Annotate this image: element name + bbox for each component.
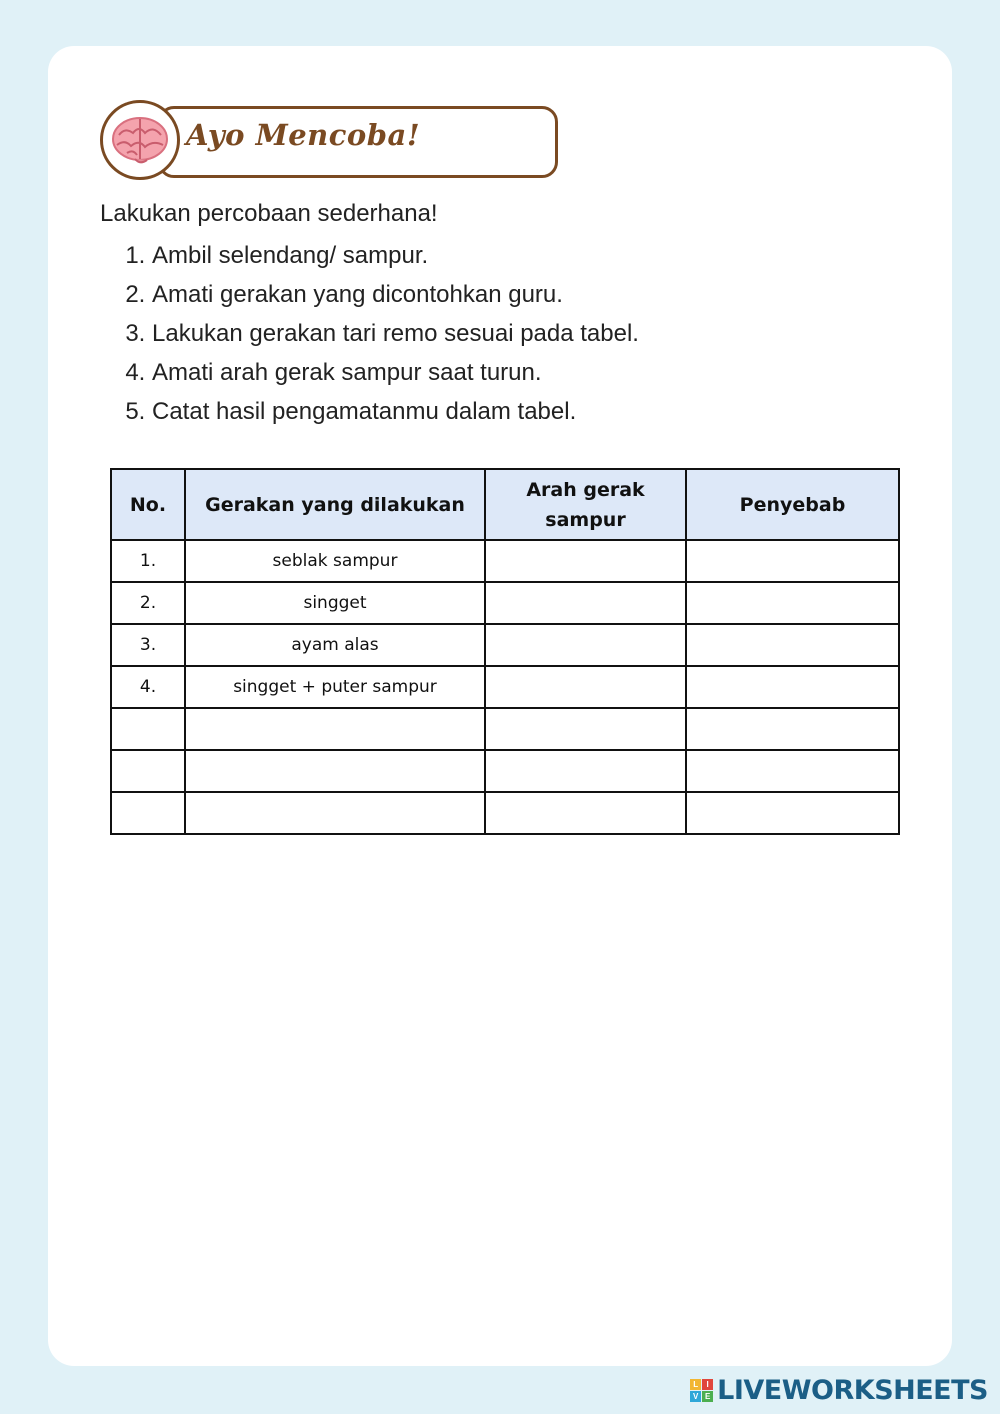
cell-movement: seblak sampur (185, 540, 485, 582)
banner-title: Ayo Mencoba! (186, 118, 421, 152)
cell-no-input[interactable] (111, 708, 185, 750)
cell-movement-input[interactable] (185, 792, 485, 834)
cell-cause-input[interactable] (686, 792, 899, 834)
liveworksheets-brand[interactable] (690, 1375, 988, 1406)
cell-no-input[interactable] (111, 750, 185, 792)
step-item: 1. Ambil selendang/ sampur. (152, 236, 639, 275)
cell-no: 2. (111, 582, 185, 624)
steps-list (100, 236, 639, 431)
logo-letter: V (690, 1391, 701, 1402)
cell-no-input[interactable] (111, 792, 185, 834)
cell-cause-input[interactable] (686, 666, 899, 708)
worksheet-page (48, 46, 952, 1366)
observation-table (110, 468, 900, 835)
table-row (111, 708, 899, 750)
header-no: No. (111, 469, 185, 540)
step-item: 3. Lakukan gerakan tari remo sesuai pada tabel. (152, 314, 639, 353)
cell-no: 3. (111, 624, 185, 666)
header-movement: Gerakan yang dilakukan (185, 469, 485, 540)
step-item: 4. Amati arah gerak sampur saat turun. (152, 353, 639, 392)
table-row (111, 582, 899, 624)
cell-direction-input[interactable] (485, 582, 686, 624)
cell-cause-input[interactable] (686, 624, 899, 666)
instruction-intro: Lakukan percobaan sederhana! (100, 200, 438, 227)
cell-movement: singget (185, 582, 485, 624)
cell-movement-input[interactable] (185, 750, 485, 792)
cell-movement: ayam alas (185, 624, 485, 666)
section-banner (100, 100, 560, 180)
cell-cause-input[interactable] (686, 582, 899, 624)
logo-letter: E (702, 1391, 713, 1402)
table-row (111, 792, 899, 834)
table-row (111, 624, 899, 666)
cell-direction-input[interactable] (485, 708, 686, 750)
cell-direction-input[interactable] (485, 666, 686, 708)
cell-no: 1. (111, 540, 185, 582)
table-header-row (111, 469, 899, 540)
cell-direction-input[interactable] (485, 750, 686, 792)
brain-icon (111, 113, 169, 167)
cell-movement-input[interactable] (185, 708, 485, 750)
cell-no: 4. (111, 666, 185, 708)
brand-logo-icon (690, 1379, 713, 1402)
brand-name: LIVEWORKSHEETS (717, 1375, 988, 1406)
logo-letter: L (690, 1379, 701, 1390)
cell-cause-input[interactable] (686, 708, 899, 750)
logo-letter: I (702, 1379, 713, 1390)
table-row (111, 750, 899, 792)
cell-cause-input[interactable] (686, 540, 899, 582)
step-item: 5. Catat hasil pengamatanmu dalam tabel. (152, 392, 639, 431)
cell-cause-input[interactable] (686, 750, 899, 792)
table-row (111, 540, 899, 582)
header-direction: Arah gerak sampur (485, 469, 686, 540)
cell-direction-input[interactable] (485, 624, 686, 666)
cell-direction-input[interactable] (485, 540, 686, 582)
cell-direction-input[interactable] (485, 792, 686, 834)
table-row (111, 666, 899, 708)
cell-movement: singget + puter sampur (185, 666, 485, 708)
step-item: 2. Amati gerakan yang dicontohkan guru. (152, 275, 639, 314)
header-cause: Penyebab (686, 469, 899, 540)
brain-badge (100, 100, 180, 180)
